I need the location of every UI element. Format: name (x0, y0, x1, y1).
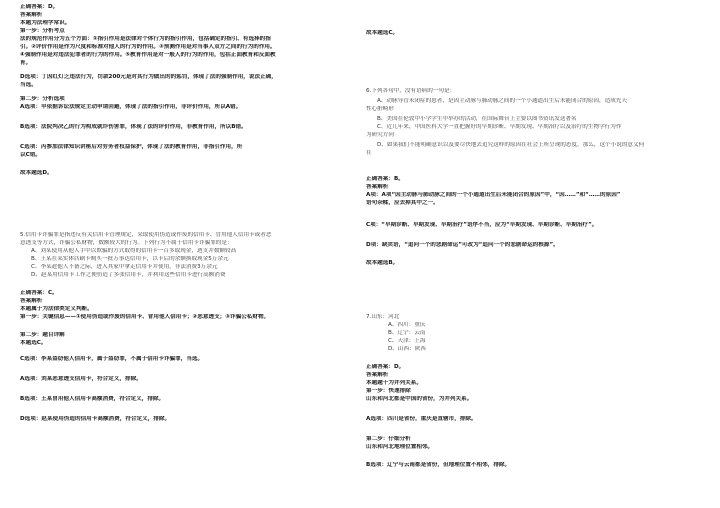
text-line: 6.下列各句中，没有语病的一句是： (366, 88, 456, 94)
text-line: 正确答案：B。 (366, 176, 404, 182)
text-line: B、辽宁：云南 (388, 330, 426, 336)
text-line: B选项：王某冒用他人信用卡高额消费，符合定义，排除。 (20, 396, 165, 402)
text-line: D、赵某用信用卡工作之便仿造了多张信用卡，并利用这些信用卡进行高额消费 (31, 272, 226, 278)
text-line: 正确答案：D。 (366, 364, 405, 370)
text-line: 性心脏畸形 (366, 106, 394, 112)
text-line: 第二步：题目详解 (20, 332, 65, 338)
text-line: 正确答案：D。 (20, 4, 59, 10)
text-line: C选项：丙参加法律知识讲座后对劳务者权益保护，体现了法的教育作用，非指引作用，所 (20, 144, 243, 150)
text-line: 第一步：关键信息——①使用伪造或作废的信用卡、冒用他人信用卡；②恶意透支；③诈骗公私财物。 (20, 314, 270, 320)
text-line: 7.山东：河北 (366, 314, 400, 320)
text-line: A选项：四川是省份，重庆是直辖市，排除。 (366, 416, 477, 422)
text-line: 以C错。 (20, 152, 41, 158)
text-line: 本题为法理学常识。 (20, 20, 71, 26)
text-line: 山东和河北都是中国的省份，为并列关系。 (366, 396, 473, 402)
text-line: 育。 (20, 60, 32, 66)
text-line: 为研究方向 (366, 132, 394, 138)
text-line: 答案解析 (20, 298, 43, 304)
text-line: D选项：赵某使用伪造的信用卡高额消费，符合定义，排除。 (20, 416, 171, 422)
text-line: 5.信用卡诈骗罪是指违反有关信用卡管理规定，采取使用伪造或作废的信用卡、冒用他人信用卡或者恶 (20, 232, 272, 238)
text-line: 第二步：分析选项 (20, 96, 65, 102)
text-line: B选项：法院判决乙的行为构成就诈伤害罪，体现了法的评价作用，非教育作用，所以B错。 (20, 124, 247, 130)
text-line: D项：缺宾语，“追问一个的悲剧命运”可改为“追问一个的悲剧命运的根源”。 (366, 242, 559, 248)
text-line: B选项：辽宁与云南都是省份，但地理位置不相邻，排除。 (366, 462, 511, 468)
text-line: A项：A项“因主动脉与肺动脉之间的一个小通道出生后未能闭合的原因”中，“因……”和“……的原因” (366, 192, 621, 198)
text-line: C、近几年来，中国医科大学一直把握好的早期诊断、早期发现、早期治疗以及治疗的生物学行为作 (377, 124, 622, 130)
text-line: 引。②评价作用是作为尺度和标准对他人的行为的作用。③预测作用是对当事人双方之间的行为的作用。 (20, 44, 276, 50)
text-line: A选项：甲依据诉讼法规定主动申请回避，体现了法的指引作用，非评价作用，所以A错。 (20, 104, 242, 110)
text-line: 山东和河北地理位置相邻。 (366, 444, 434, 450)
text-line: B、美国在伦敦中小学学生中举办的活动，在国际舞台上主要以图书资讯发送著名 (377, 116, 577, 122)
text-line: C项：“早期诊断、早期发现、早期治疗”语序不当，应为“早期发现、早期诊断、早期治疗”。 (366, 222, 598, 228)
text-line: D、如果我们不能明确意识以及要尽快地去追究这样的原因在社会上所呈现的态度，那么，这个小说的意义何 (377, 142, 645, 148)
text-line: 第一步：快速排除 (366, 388, 411, 394)
text-line: 答案解析 (20, 12, 43, 18)
text-line: B、王某在某实体店刷卡购买一批万事达信用卡，以卡后的余额换取现金5万余元 (31, 256, 229, 262)
text-line: D选项：丁因红灯乏违法行为，罚款200元是对其行为做出的的惩罚，体现了法的强制作用，说法正确， (20, 74, 277, 80)
text-line: 在 (366, 150, 372, 156)
text-line: A、四川：重庆 (388, 322, 426, 328)
text-line: C、天津：上海 (388, 338, 426, 344)
text-line: C选项：李某盗窃他人信用卡，属于盗窃罪，不属于信用卡诈骗罪，当选。 (20, 356, 204, 362)
text-line: ④强制作用是对违法犯罪者的行为的作用。⑤教育作用是对一般人的行为的作用，包括正面教育和反面教 (20, 52, 276, 58)
text-line: 语句杂糅，应去掉其中之一。 (366, 200, 439, 206)
text-line: 故本题选B。 (366, 260, 399, 266)
text-line: 法的规范作用分为五个方面：①指引作用是法律对个体行为的指引作用，包括确定的指引、有选择的指 (20, 36, 271, 42)
text-line: 正确答案：C。 (20, 290, 58, 296)
text-line: 本题选C。 (20, 340, 47, 346)
text-line: D、山西：陕西 (388, 346, 426, 352)
text-line: 本题属于为法律类定义判断。 (20, 306, 93, 312)
text-line: 第一步：分析考点 (20, 28, 65, 34)
text-line: 答案解析 (366, 372, 389, 378)
text-line: C、李某趁他人不备之际，进入其家中拿走信用卡并使用，非法消费3万余元 (31, 264, 218, 270)
text-line: 当选。 (20, 82, 37, 88)
text-line: A、刘某使用从他人手中以欺骗的方式取得的信用卡一百多取现金，透支并数额较高 (31, 248, 237, 254)
text-line: A选项：刘某恶意透支信用卡，符合定义，排除。 (20, 376, 142, 382)
text-line: 本题题干为并列关系。 (366, 380, 422, 386)
text-line: 意透支等方式，诈骗公私财物，数额较大的行为。下列行为不属于信用卡诈骗罪的是： (20, 240, 233, 246)
text-line: 故本题选C。 (366, 30, 399, 36)
text-line: 第二步：仔细分析 (366, 436, 411, 442)
text-line: A、动脉导管未闭症的患者，是因主动脉与肺动脉之间的一个小通道出生后未能闭合的原因，造成先天 (377, 98, 627, 104)
text-line: 故本题选D。 (20, 170, 53, 176)
text-line: 答案解析 (366, 184, 389, 190)
